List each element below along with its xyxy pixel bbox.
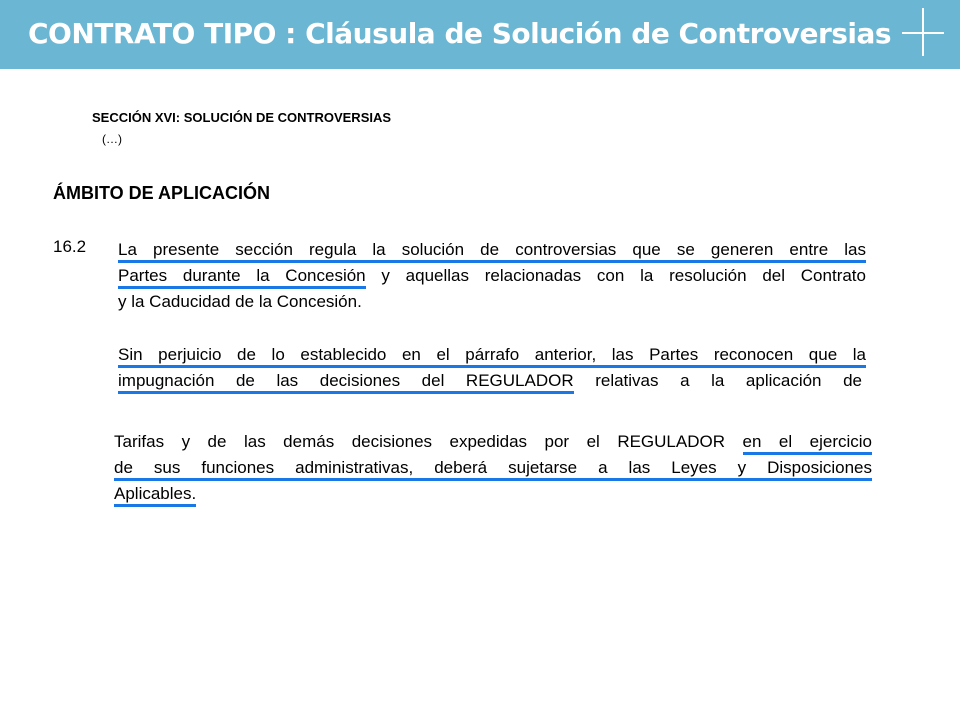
paragraph-1-line-3	[118, 289, 362, 315]
line-text: relativas a la aplicación de	[573, 371, 862, 390]
section-heading: SECCIÓN XVI: SOLUCIÓN DE CONTROVERSIAS	[92, 110, 392, 125]
underlined-text: Sin perjuicio de lo establecido en el párrafo anterior, las Partes reconocen que la	[118, 345, 866, 364]
paragraph-1-line-2	[118, 263, 866, 289]
paragraph-2-line-1	[118, 342, 866, 368]
clause-number: 16.2	[53, 237, 87, 256]
underlined-text: Aplicables.	[114, 484, 197, 503]
paragraph-2-line-2	[118, 368, 862, 394]
line-text: Tarifas y de las demás decisiones expedidas por el REGULADOR	[114, 432, 743, 451]
scope-title: ÁMBITO DE APLICACIÓN	[53, 183, 271, 203]
plus-icon-horizontal-stroke	[902, 32, 944, 34]
line-text: y aquellas relacionadas con la resolución del Contrato	[365, 266, 866, 285]
line-text: y la Caducidad de la Concesión.	[118, 292, 362, 311]
paragraph-3-line-2	[114, 455, 872, 481]
plus-icon	[902, 8, 944, 56]
underlined-text: La presente sección regula la solución de controversias que se generen entre las	[118, 240, 866, 259]
header-bar	[0, 0, 960, 69]
slide-title: CONTRATO TIPO : Cláusula de Solución de Controversias	[28, 17, 892, 50]
underlined-text: de sus funciones administrativas, deberá sujetarse a las Leyes y Disposiciones	[114, 458, 872, 477]
ellipsis-text: (…)	[102, 132, 122, 146]
paragraph-3-line-1	[114, 429, 872, 455]
paragraph-3-line-3	[114, 481, 196, 507]
underlined-text: impugnación de las decisiones del REGULADOR	[118, 371, 574, 390]
underlined-text: Partes durante la Concesión	[118, 266, 366, 285]
paragraph-1-line-1	[118, 237, 866, 263]
underlined-text: en el ejercicio	[742, 432, 872, 451]
